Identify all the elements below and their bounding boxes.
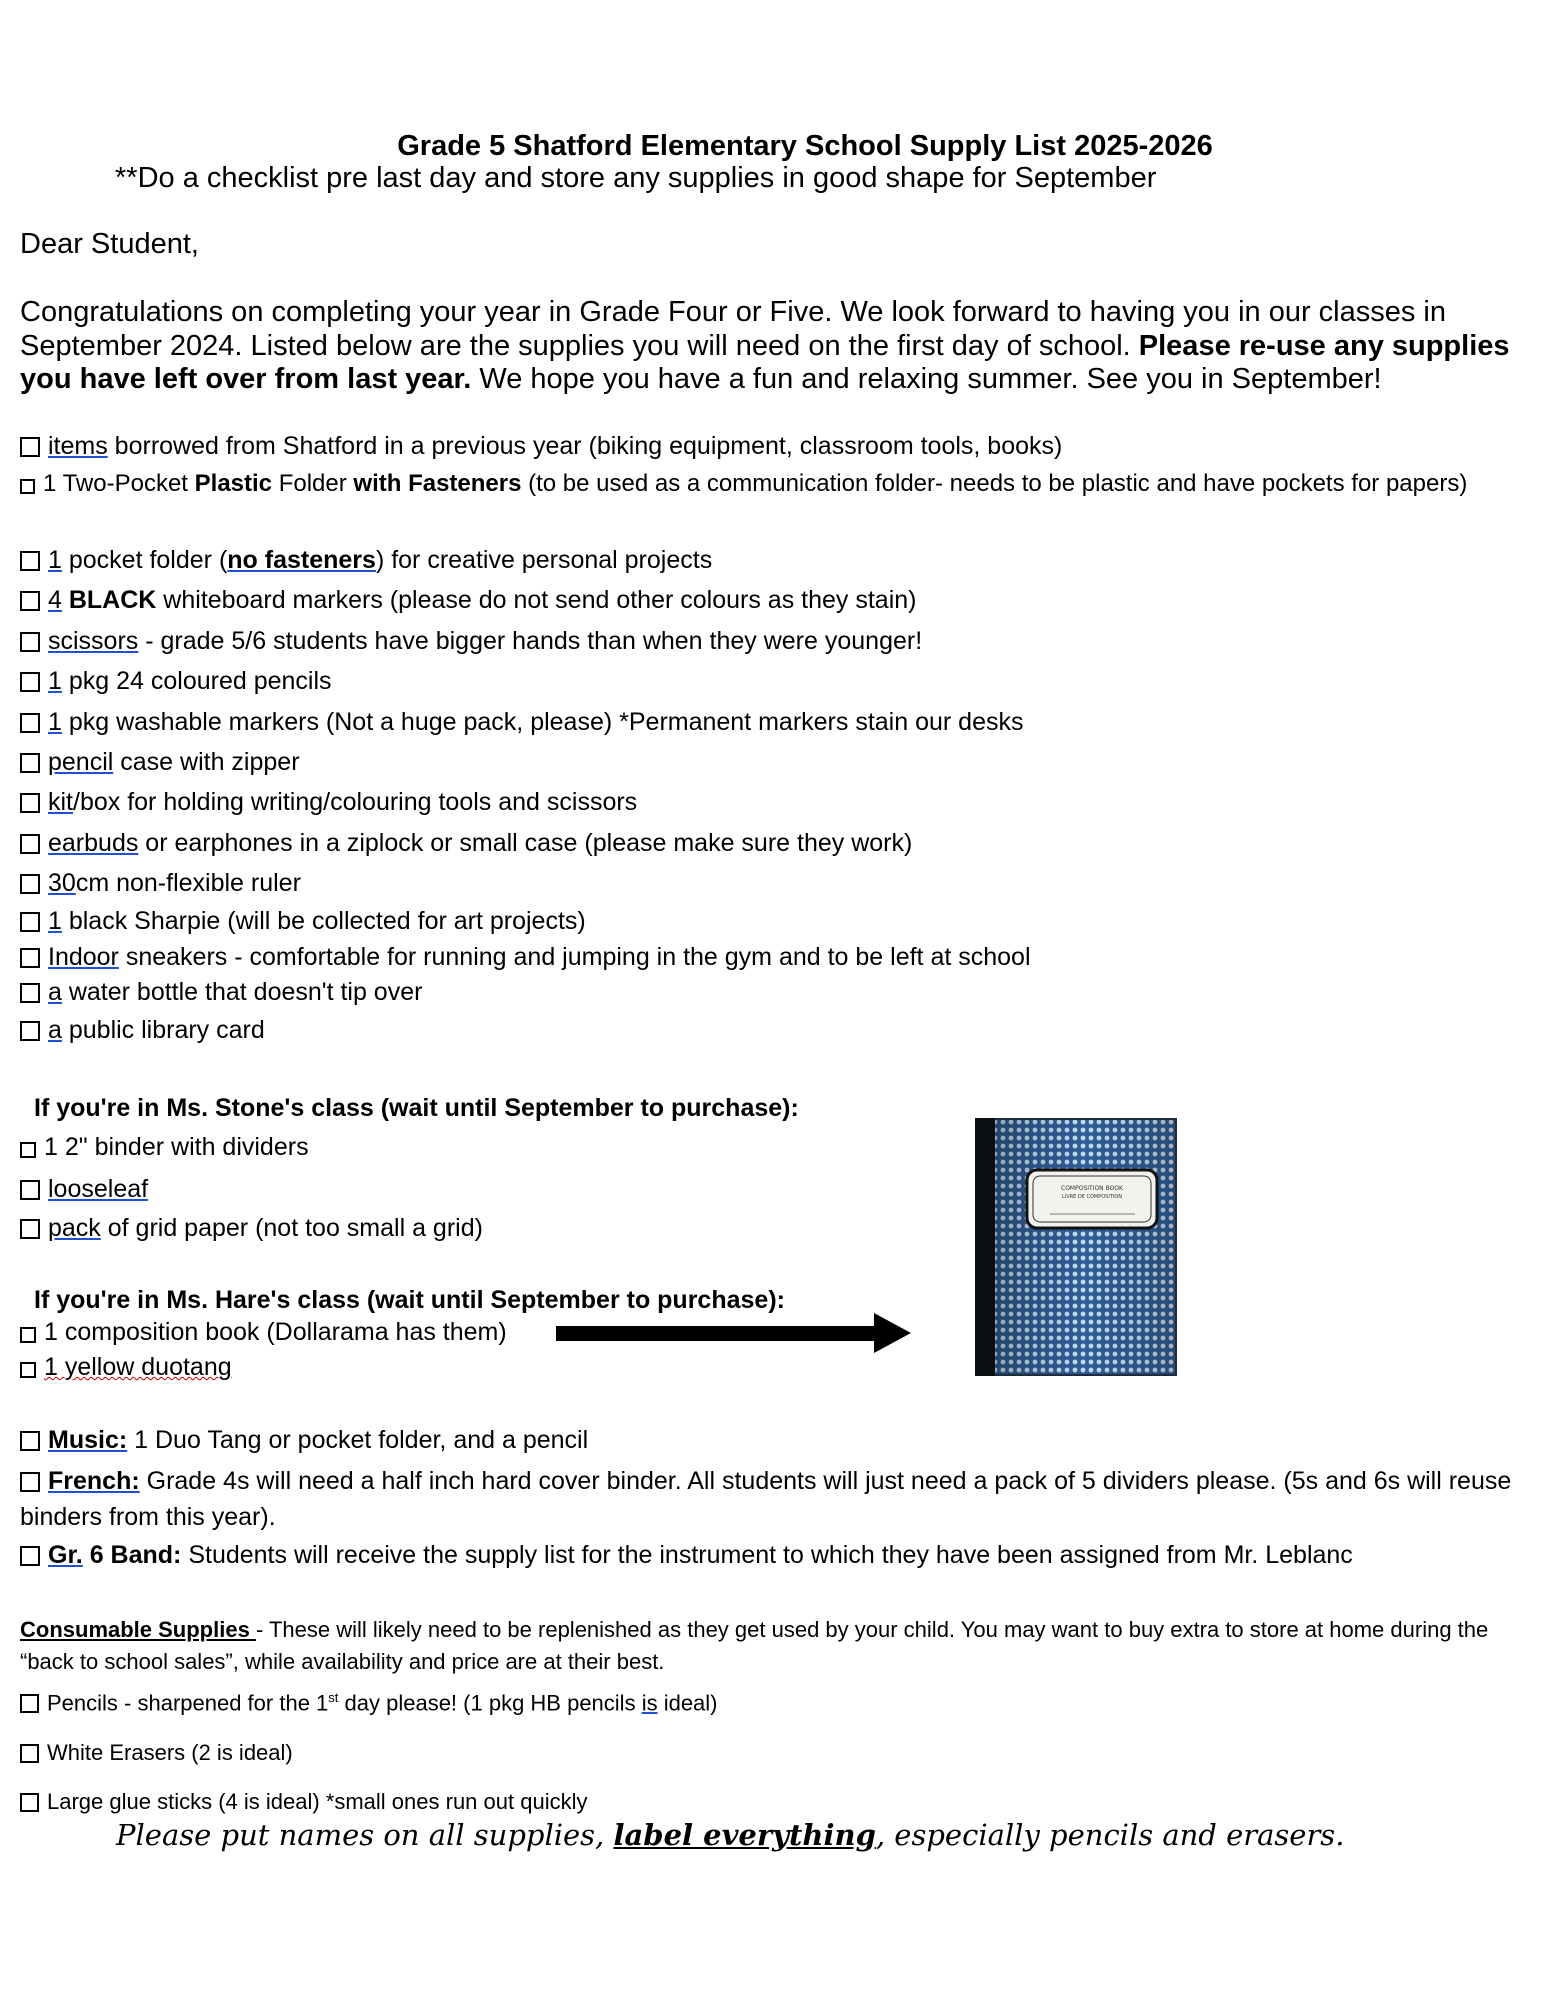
item-lead: 1 [48, 546, 62, 574]
signoff-text: Please put names on all supplies, [116, 1818, 614, 1852]
checkbox-icon[interactable] [20, 1546, 40, 1566]
checkbox-icon[interactable] [20, 479, 35, 494]
item-text: black Sharpie (will be collected for art projects) [61, 907, 586, 935]
band-label-lead: Gr. [48, 1541, 83, 1569]
item-text: cm non-flexible ruler [75, 869, 301, 897]
item-lead: 4 [48, 586, 62, 614]
checkbox-icon[interactable] [20, 1793, 39, 1812]
item-text: or earphones in a ziplock or small case (please make sure they work) [138, 829, 913, 857]
item-text: /box for holding writing/colouring tools and scissors [73, 788, 638, 816]
item-lead: kit [48, 788, 73, 816]
list-item [20, 1690, 718, 1716]
item-text: 1 composition book (Dollarama has them) [44, 1318, 507, 1346]
list-item [20, 1426, 588, 1455]
composition-book-photo [975, 1118, 1177, 1376]
list-item [20, 432, 1062, 461]
list-item [20, 1789, 587, 1815]
list-item [20, 1016, 265, 1045]
checkbox-icon[interactable] [20, 1431, 40, 1451]
intro-text-1: Congratulations on completing your year in Grade Four or Five. We look forward to having you in our classes in September 2024. Listed below are the supplies you will need on the first day of school. [20, 296, 1446, 362]
checkbox-icon[interactable] [20, 1744, 39, 1763]
item-lead: a [48, 978, 62, 1006]
item-lead: pack [48, 1214, 101, 1242]
checkbox-icon[interactable] [20, 713, 40, 733]
list-item [20, 943, 1031, 972]
item-text: public library card [61, 1016, 265, 1044]
item-text: is [641, 1690, 658, 1716]
checkbox-icon[interactable] [20, 912, 40, 932]
item-lead: 1 [48, 708, 62, 736]
list-item [20, 788, 637, 817]
notebook-label-2: LIVRE DE COMPOSITION [1061, 1194, 1123, 1200]
item-lead: 1 [48, 667, 62, 695]
checkbox-icon[interactable] [20, 753, 40, 773]
item-text: Grade 4s will need a half inch hard cover binder. All students will just need a pack of 5 dividers please. (5s and 6s will reuse binders from this year). [20, 1467, 1512, 1531]
list-item [20, 748, 300, 777]
checkbox-icon[interactable] [20, 874, 40, 894]
notebook-label-1: COMPOSITION BOOK [1061, 1185, 1123, 1192]
music-label: Music: [48, 1426, 128, 1454]
checkbox-icon[interactable] [20, 1694, 39, 1713]
item-text: Pencils - sharpened for the 1 [47, 1690, 329, 1716]
list-item [20, 1175, 148, 1204]
checkbox-icon[interactable] [20, 632, 40, 652]
item-bold: BLACK [68, 586, 157, 614]
right-arrow-icon [556, 1313, 911, 1353]
intro-text-2: We hope you have a fun and relaxing summer. See you in September! [471, 363, 1382, 395]
item-text: pkg washable markers (Not a huge pack, please) *Permanent markers stain our desks [61, 708, 1024, 736]
item-lead: pencil [48, 748, 114, 776]
list-item [20, 586, 916, 615]
page-title: Grade 5 Shatford Elementary School Supply List 2025-2026 [397, 130, 1213, 162]
checklist-note: **Do a checklist pre last day and store any supplies in good shape for September [115, 162, 1157, 194]
intro-paragraph [20, 296, 1520, 397]
list-item [20, 907, 586, 936]
item-text: Folder [272, 470, 354, 497]
item-text: (to be used as a communication folder- needs to be plastic and have pockets for papers) [521, 470, 1468, 497]
list-item [20, 667, 332, 696]
checkbox-icon[interactable] [20, 1142, 36, 1158]
item-text: looseleaf [48, 1175, 149, 1203]
item-text: ideal) [657, 1690, 718, 1716]
hare-class-heading: If you're in Ms. Hare's class (wait until September to purchase): [34, 1286, 785, 1314]
list-item [20, 546, 712, 575]
checkbox-icon[interactable] [20, 793, 40, 813]
list-item [20, 708, 1023, 737]
checkbox-icon[interactable] [20, 1219, 40, 1239]
item-lead: 1 [48, 907, 62, 935]
item-text: borrowed from Shatford in a previous year (biking equipment, classroom tools, books) [107, 432, 1063, 460]
checkbox-icon[interactable] [20, 1472, 40, 1492]
signoff-emphasis: label everything [613, 1818, 876, 1852]
item-bold: Plastic [194, 470, 273, 497]
checkbox-icon[interactable] [20, 1327, 36, 1343]
item-text: 1 2" binder with dividers [44, 1133, 309, 1161]
item-bold: no fasteners [227, 546, 376, 574]
consumables-heading: Consumable Supplies [20, 1617, 256, 1642]
checkbox-icon[interactable] [20, 591, 40, 611]
checkbox-icon[interactable] [20, 437, 40, 457]
item-lead: 30 [48, 869, 76, 897]
list-item [20, 1133, 309, 1162]
checkbox-icon[interactable] [20, 1021, 40, 1041]
list-item [20, 1541, 1353, 1570]
item-text: White Erasers (2 is ideal) [47, 1740, 293, 1765]
superscript: st [328, 1690, 339, 1705]
checkbox-icon[interactable] [20, 834, 40, 854]
checkbox-icon[interactable] [20, 983, 40, 1003]
list-item [20, 1353, 232, 1382]
item-text: Large glue sticks (4 is ideal) *small ones run out quickly [47, 1789, 588, 1814]
item-lead: 1 Two-Pocket [43, 470, 195, 497]
checkbox-icon[interactable] [20, 948, 40, 968]
band-label: 6 Band: [82, 1541, 182, 1569]
checkbox-icon[interactable] [20, 672, 40, 692]
item-text: whiteboard markers (please do not send other colours as they stain) [156, 586, 917, 614]
list-item [20, 1318, 507, 1347]
list-item [20, 829, 912, 858]
list-item [20, 1463, 1525, 1535]
item-text: water bottle that doesn't tip over [61, 978, 423, 1006]
item-lead: scissors [48, 627, 139, 655]
item-lead: a [48, 1016, 62, 1044]
greeting: Dear Student, [20, 228, 199, 260]
item-text: ) for creative personal projects [375, 546, 713, 574]
item-text: sneakers - comfortable for running and jumping in the gym and to be left at school [118, 943, 1031, 971]
french-label: French: [48, 1467, 140, 1495]
item-text: - grade 5/6 students have bigger hands than when they were younger! [138, 627, 923, 655]
item-lead: Indoor [48, 943, 119, 971]
item-bold: with Fasteners [353, 470, 522, 497]
list-item [20, 869, 301, 898]
intro-bold: Please re-use any supplies you have left over from last year. [20, 329, 1510, 395]
checkbox-icon[interactable] [20, 1362, 36, 1378]
item-lead: items [48, 432, 108, 460]
stone-class-heading: If you're in Ms. Stone's class (wait until September to purchase): [34, 1094, 799, 1122]
checkbox-icon[interactable] [20, 1180, 40, 1200]
item-text: Students will receive the supply list for the instrument to which they have been assigned from Mr. Leblanc [181, 1541, 1353, 1569]
item-text: 1 yellow duotang [44, 1353, 232, 1381]
item-lead: earbuds [48, 829, 139, 857]
list-item [20, 1740, 293, 1766]
item-text: case with zipper [113, 748, 300, 776]
list-item [20, 627, 922, 656]
list-item [20, 466, 1525, 502]
list-item [20, 978, 422, 1007]
consumables-intro [20, 1614, 1525, 1678]
checkbox-icon[interactable] [20, 551, 40, 571]
item-text: 1 Duo Tang or pocket folder, and a pencil [127, 1426, 589, 1454]
signoff-note [116, 1818, 1344, 1852]
signoff-text: , especially pencils and erasers. [875, 1818, 1345, 1852]
item-text: pocket folder ( [61, 546, 228, 574]
consumables-text: - These will likely need to be replenished as they get used by your child. You may want to buy extra to store at home during the “back to school sales”, while availability and price are at their best. [20, 1617, 1489, 1674]
list-item [20, 1214, 483, 1243]
item-text: day please! (1 pkg HB pencils [338, 1690, 642, 1716]
item-text: pkg 24 coloured pencils [61, 667, 332, 695]
item-text: of grid paper (not too small a grid) [100, 1214, 483, 1242]
